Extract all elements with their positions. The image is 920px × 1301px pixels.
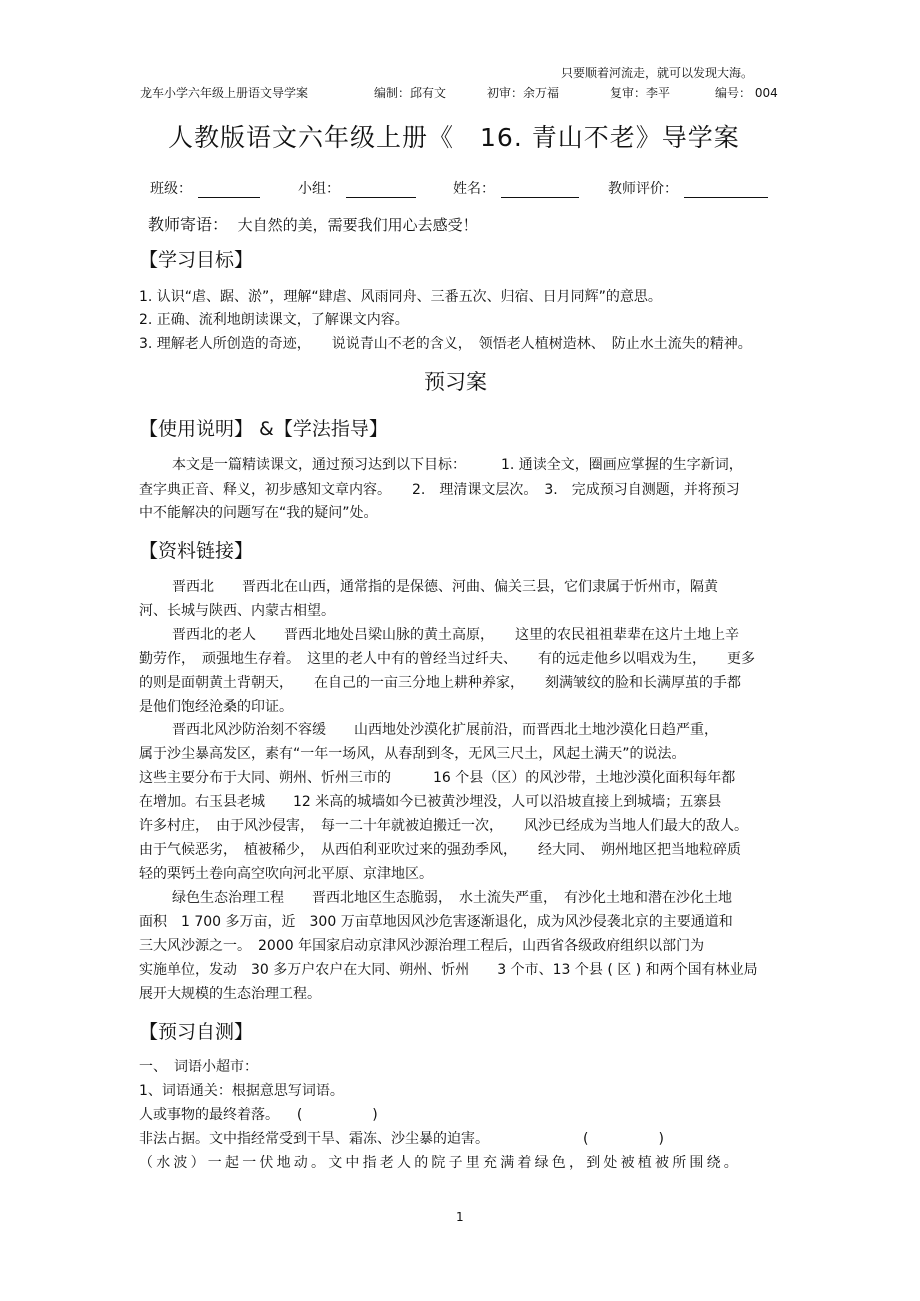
resource-line: 勤劳作， 顽强地生存着。 这里的老人中有的曾经当过纤夫、 有的远走他乡以唱戏为生， 更多 (139, 651, 755, 667)
selftest-sub: 1、词语通关：根据意思写词语。 (139, 1083, 344, 1099)
resource-line: 属于沙尘暴高发区，素有“一年一场风，从春刮到冬，无风三尺土，风起土满天”的说法。 (139, 746, 686, 762)
resource-line: 晋西北的老人 晋西北地处吕梁山脉的黄土高原， 这里的农民祖祖辈辈在这片土地上辛 (172, 627, 739, 643)
goal-item: 1. 认识“虐、踞、淤”，理解“肆虐、风雨同舟、三番五次、归宿、日月同辉”的意思。 (139, 289, 662, 305)
field-name-blank[interactable] (501, 183, 579, 198)
field-group[interactable] (298, 178, 416, 198)
usage-line: 查字典正音、释义，初步感知文章内容。 2. 理清课文层次。 3. 完成预习自测题，并将预习 (139, 482, 740, 498)
selftest-question (139, 1128, 489, 1148)
field-class-blank[interactable] (198, 183, 260, 198)
header-compiler: 编制：邱有文 (374, 86, 447, 100)
selftest-question-text: 非法占据。文中指经常受到干旱、霜冻、沙尘暴的迫害。 (139, 1131, 489, 1147)
answer-blank[interactable]: ( ) (296, 1107, 378, 1123)
resource-line: 晋西北 晋西北在山西，通常指的是保德、河曲、偏关三县，它们隶属于忻州市，隔黄 (172, 579, 718, 595)
field-group-label: 小组： (298, 181, 340, 197)
resource-line: 许多村庄， 由于风沙侵害， 每一二十年就被迫搬迁一次， 风沙已经成为当地人们最大的敌人。 (139, 818, 748, 834)
field-eval[interactable] (608, 178, 768, 198)
resources-heading: 【资料链接】 (139, 540, 254, 562)
resource-line: 展开大规模的生态治理工程。 (139, 986, 321, 1002)
page-title: 人教版语文六年级上册《 16. 青山不老》导学案 (168, 123, 740, 152)
goal-item: 2. 正确、流利地朗读课文，了解课文内容。 (139, 312, 409, 328)
usage-line: 中不能解决的问题写在“我的疑问”处。 (139, 505, 378, 521)
field-eval-label: 教师评价： (608, 181, 678, 197)
resource-line: 的则是面朝黄土背朝天， 在自己的一亩三分地上耕种养家， 刻满皱纹的脸和长满厚茧的手都 (139, 675, 741, 691)
selftest-question (139, 1104, 378, 1124)
resource-line: 晋西北风沙防治刻不容缓 山西地处沙漠化扩展前沿，而晋西北土地沙漠化日趋严重， (172, 722, 718, 738)
resource-line: 绿色生态治理工程 晋西北地区生态脆弱， 水土流失严重， 有沙化土地和潜在沙化土地 (172, 890, 732, 906)
field-class[interactable] (150, 178, 260, 198)
usage-line: 本文是一篇精读课文，通过预习达到以下目标： 1. 通读全文，圈画应掌握的生字新词， (172, 457, 743, 473)
selftest-heading: 【预习自测】 (139, 1021, 254, 1043)
header-second-review: 复审：李平 (610, 86, 671, 100)
resource-line: 由于气候恶劣， 植被稀少， 从西伯利亚吹过来的强劲季风， 经大同、 朔州地区把当地粒碎质 (139, 842, 741, 858)
answer-blank[interactable]: ( ) (583, 1131, 664, 1147)
field-group-blank[interactable] (346, 183, 416, 198)
resource-line: 面积 1 700 多万亩，近 300 万亩草地因风沙危害逐渐退化，成为风沙侵袭北京的主要通道和 (139, 914, 733, 930)
goal-item: 3. 理解老人所创造的奇迹， 说说青山不老的含义， 领悟老人植树造林、 防止水土流失的精神。 (139, 336, 752, 352)
selftest-part: 一、 词语小超市： (139, 1059, 258, 1075)
resource-line: 轻的栗钙土卷向高空吹向河北平原、京津地区。 (139, 866, 433, 882)
field-class-label: 班级： (150, 181, 192, 197)
resource-line: 河、长城与陕西、内蒙古相望。 (139, 603, 335, 619)
resource-line: 实施单位，发动 30 多万户农户在大同、朔州、忻州 3 个市、13 个县 ( 区 ) 和两个国有林业局 (139, 962, 758, 978)
selftest-question-text: 人或事物的最终着落。 (139, 1107, 279, 1123)
header-school: 龙车小学六年级上册语文导学案 (140, 86, 309, 100)
selftest-question: （水波）一起一伏地动。文中指老人的院子里充满着绿色，到处被植被所围绕。 (139, 1155, 741, 1171)
header-number: 编号： 004 (715, 86, 778, 100)
header-first-review: 初审：余万福 (487, 86, 560, 100)
usage-heading: 【使用说明】 &【学法指导】 (139, 418, 388, 440)
teacher-message (148, 212, 478, 235)
field-eval-blank[interactable] (684, 183, 768, 198)
page-number: 1 (456, 1210, 464, 1224)
page-motto: 只要顺着河流走，就可以发现大海。 (561, 66, 754, 80)
resource-line: 这些主要分布于大同、朔州、忻州三市的 16 个县（区）的风沙带，土地沙漠化面积每年都 (139, 770, 736, 786)
field-name-label: 姓名： (453, 181, 495, 197)
resource-line: 三大风沙源之一。 2000 年国家启动京津风沙源治理工程后，山西省各级政府组织以部门为 (139, 938, 705, 954)
field-name[interactable] (453, 178, 579, 198)
resource-line: 是他们饱经沧桑的印证。 (139, 699, 293, 715)
preview-title: 预习案 (424, 370, 487, 394)
goals-heading: 【学习目标】 (139, 249, 254, 271)
teacher-message-label: 教师寄语： (148, 215, 229, 234)
teacher-message-text: 大自然的美，需要我们用心去感受！ (237, 216, 478, 234)
resource-line: 在增加。右玉县老城 12 米高的城墙如今已被黄沙埋没，人可以沿坡直接上到城墙；五寨县 (139, 794, 722, 810)
